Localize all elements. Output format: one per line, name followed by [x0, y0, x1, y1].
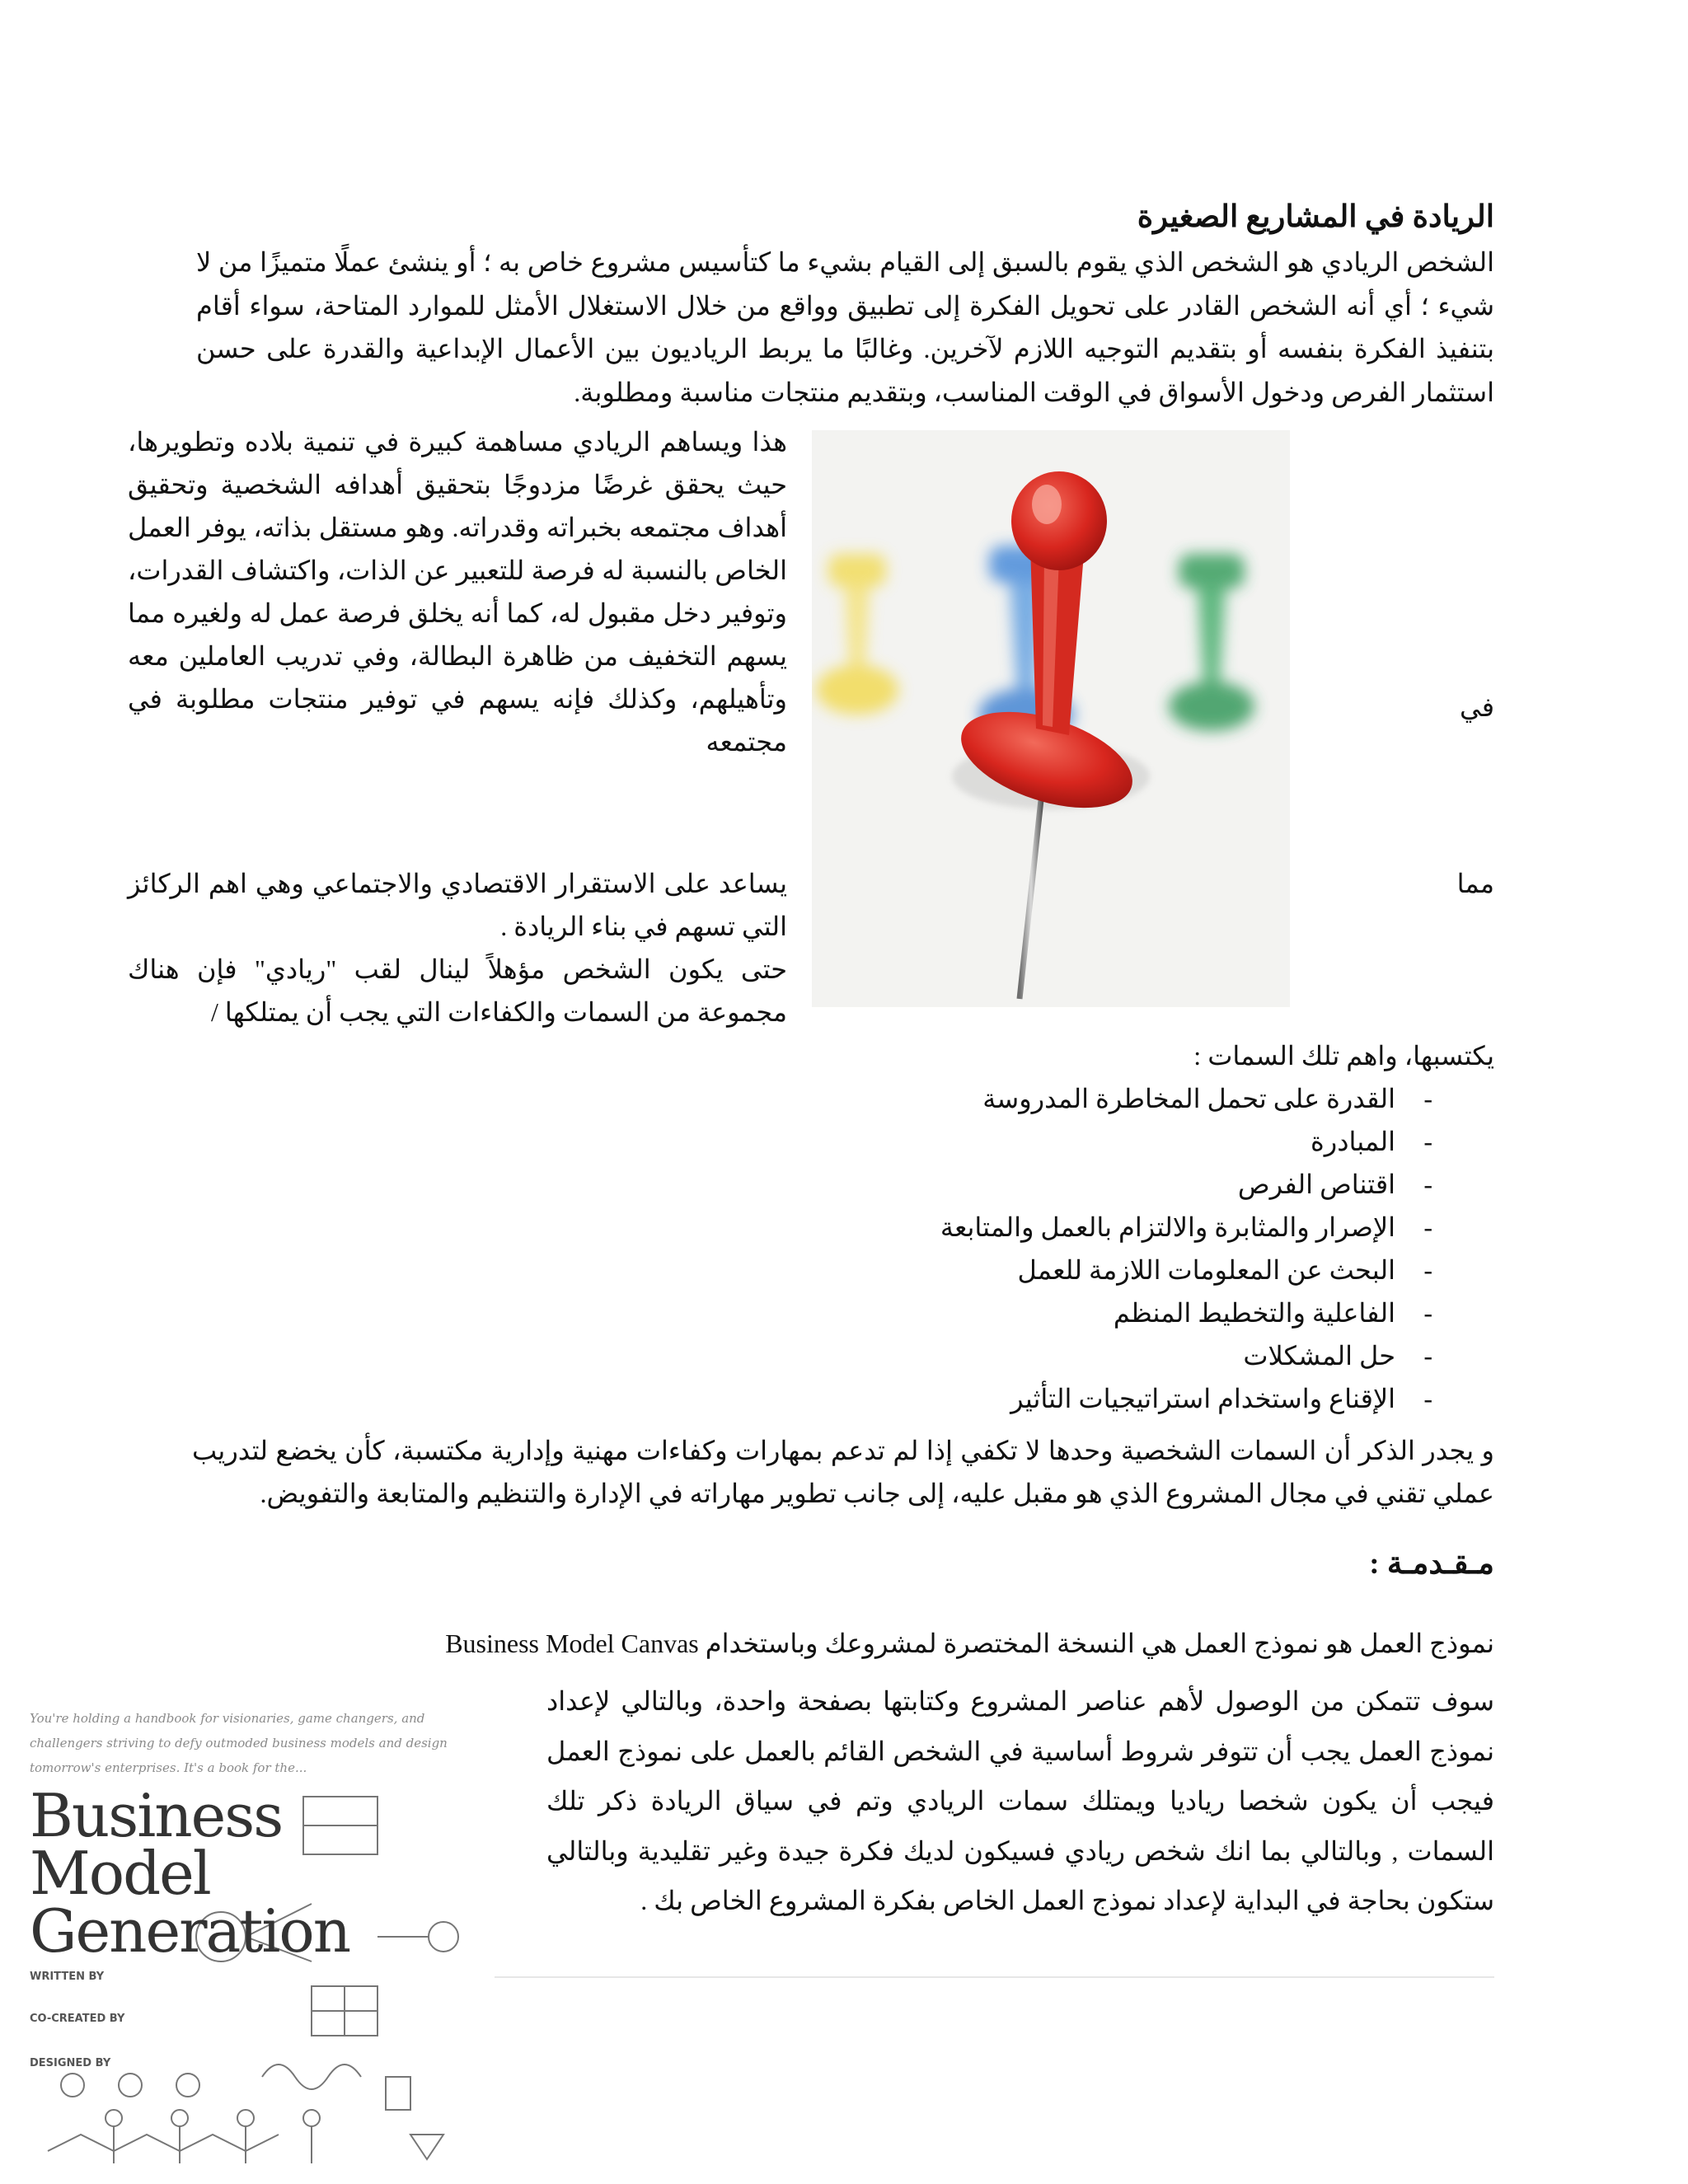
book-intro-text: You're holding a handbook for visionaries, game changers, and challengers striving to defy outmoded business models and design tomorrow's enterprises. It's a book for the... — [30, 1711, 448, 1775]
horizontal-divider — [495, 1976, 1494, 1978]
list-bullet: - — [1423, 1127, 1432, 1156]
list-item — [443, 1163, 1432, 1206]
list-item — [443, 1249, 1432, 1291]
list-item — [443, 1120, 1432, 1163]
trait-text: الفاعلية والتخطيط المنظم — [1113, 1298, 1395, 1328]
trait-text: البحث عن المعلومات اللازمة للعمل — [1017, 1255, 1395, 1285]
margin-word-mimma: مما — [1456, 869, 1494, 898]
book-title-line: Generation — [30, 1896, 350, 1966]
book-credit-designed: DESIGNED BY — [30, 2057, 111, 2069]
book-cover-image — [15, 1690, 493, 2176]
skills-note-paragraph: و يجدر الذكر أن السمات الشخصية وحدها لا تكفي إذا لم تدعم بمهارات وكفاءات مهنية وإدارية مكتسبة، كأن يخضع لتدريب عملي تقني في مجال المشروع الذي هو مقبل عليه، إلى جانب تطوير مهاراته في الإدارة والتنظيم والمتابعة والتفويض. — [192, 1436, 1495, 1508]
list-item — [443, 1291, 1432, 1334]
trait-text: اقتناص الفرص — [1237, 1169, 1395, 1199]
list-item — [443, 1206, 1432, 1249]
list-bullet: - — [1423, 1298, 1432, 1328]
traits-intro: يكتسبها، واهم تلك السمات : — [1193, 1041, 1494, 1071]
trait-text: الإقناع واستخدام استراتيجيات التأثير — [1010, 1384, 1395, 1413]
list-bullet: - — [1423, 1384, 1432, 1413]
list-item — [443, 1077, 1432, 1120]
list-bullet: - — [1423, 1255, 1432, 1285]
trait-text: المبادرة — [1310, 1127, 1395, 1156]
list-item — [443, 1334, 1432, 1377]
entrepreneur-role-paragraph: هذا ويساهم الريادي مساهمة كبيرة في تنمية بلاده وتطويرها، حيث يحقق غرضًا مزدوجًا بتحقيق أهدافه الشخصية وتحقيق أهداف مجتمعه بخبراته وقدراته. وهو مستقل بذاته، يوفر العمل الخاص بالنسبة له فرصة للتعبير عن الذات، واكتشاف القدرات، وتوفير دخل مقبول له، كما أنه يخلق فرصة عمل له ولغيره مما يسهم التخفيف من ظاهرة البطالة، وفي تدريب العاملين معه وتأهيلهم، وكذلك فإنه يسهم في توفير منتجات مطلوبة في مجتمعه — [128, 427, 787, 757]
margin-word-fi: في — [1460, 692, 1494, 722]
trait-text: القدرة على تحمل المخاطرة المدروسة — [982, 1084, 1395, 1113]
book-credit-written: WRITTEN BY — [30, 1971, 105, 1983]
qualification-paragraph: حتى يكون الشخص مؤهلاً لينال لقب "ريادي" فإن هناك مجموعة من السمات والكفاءات التي يجب أن يمتلكها / — [128, 954, 787, 1027]
trait-text: حل المشكلات — [1243, 1341, 1395, 1371]
bmc-first-line: نموذج العمل هو نموذج العمل هي النسخة المختصرة لمشروعك وباستخدام Business Model Canvas — [445, 1629, 1494, 1658]
intro-paragraph: الشخص الريادي هو الشخص الذي يقوم بالسبق إلى القيام بشيء ما كتأسيس مشروع خاص به ؛ أو ينشئ عملًا متميزًا من لا شيء ؛ أي أنه الشخص القادر على تحويل الفكرة إلى تطبيق وواقع من خلال الاستغلال الأمثل للموارد المتاحة، سواء أقام بتنفيذ الفكرة بنفسه أو بتقديم التوجيه اللازم لآخرين. وغالبًا ما يربط الرياديون بين الأعمال الإبداعية والقدرة على حسن استثمار الفرص ودخول الأسواق في الوقت المناسب، وبتقديم منتجات مناسبة ومطلوبة. — [196, 247, 1495, 407]
book-title-line: Model — [30, 1839, 210, 1908]
page-title: الريادة في المشاريع الصغيرة — [1137, 200, 1494, 234]
list-bullet: - — [1423, 1084, 1432, 1113]
list-bullet: - — [1423, 1169, 1432, 1199]
push-pins-photo — [812, 430, 1290, 1007]
trait-text: الإصرار والمثابرة والالتزام بالعمل والمتابعة — [940, 1212, 1395, 1242]
traits-list — [443, 1077, 1432, 1420]
book-title — [30, 1781, 350, 1966]
list-item — [443, 1377, 1432, 1420]
list-bullet: - — [1423, 1341, 1432, 1371]
list-bullet: - — [1423, 1212, 1432, 1242]
book-title-line: Business — [30, 1781, 283, 1850]
bmc-paragraph: سوف تتمكن من الوصول لأهم عناصر المشروع وكتابتها بصفحة واحدة، وبالتالي لإعداد نموذج العمل يجب أن تتوفر شروط أساسية في الشخص القائم بالعمل على نموذج العمل فيجب أن يكون شخصا رياديا ويمتلك سمات الريادي وتم في سياق الريادة ذكر تلك السمات , وبالتالي بما انك شخص ريادي فسيكون لديك فكرة جيدة وغير تقليدية وبالتالي ستكون بحاجة في البداية لإعداد نموذج العمل الخاص بفكرة المشروع الخاص بك . — [546, 1686, 1495, 1915]
section-heading-introduction: مـقـدمـة : — [1369, 1547, 1494, 1581]
stability-paragraph: يساعد على الاستقرار الاقتصادي والاجتماعي وهي اهم الركائز التي تسهم في بناء الريادة . — [128, 869, 787, 941]
book-credit-cocreated: CO-CREATED BY — [30, 2013, 125, 2025]
